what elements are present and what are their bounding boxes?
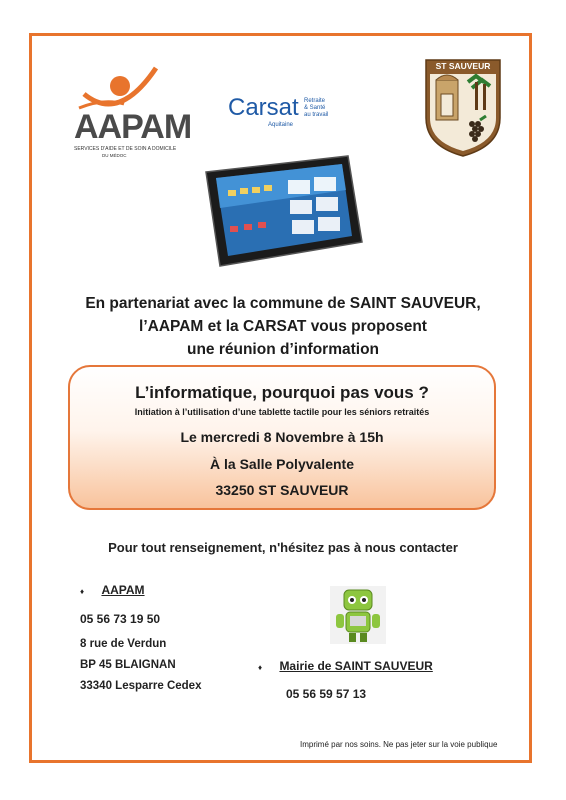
carsat-logo-side: Retraite & Santé au travail [304, 98, 329, 118]
mairie-phone: 05 56 59 57 13 [286, 687, 367, 701]
partnership-text [60, 292, 506, 361]
event-date: Le mercredi 8 Novembre à 15h [180, 429, 384, 445]
event-venue: À la Salle Polyvalente [210, 456, 354, 472]
event-city: 33250 ST SAUVEUR [215, 482, 349, 498]
aapam-contact-heading [80, 583, 145, 597]
aapam-address-line-1: 8 rue de Verdun [80, 638, 167, 650]
aapam-logo-tagline: SERVICES D'AIDE ET DE SOIN A DOMICILE [74, 146, 177, 152]
carsat-logo [228, 94, 338, 132]
carsat-logo-region: Aquitaine [268, 122, 294, 128]
partnership-line-2: l’AAPAM et la CARSAT vous proposent [139, 318, 427, 335]
partnership-line-1: En partenariat avec la commune de SAINT SAUVEUR, [85, 295, 481, 312]
mairie-contact-name: Mairie de SAINT SAUVEUR [279, 659, 433, 673]
aapam-logo-tagline2: DU MÉDOC [102, 153, 127, 158]
aapam-address-line-3: 33340 Lesparre Cedex [80, 680, 202, 692]
bullet-icon: ♦ [258, 663, 263, 672]
event-box [68, 365, 496, 510]
tablet-image [198, 150, 366, 270]
aapam-contact-name: AAPAM [101, 583, 145, 597]
aapam-address-line-2: BP 45 BLAIGNAN [80, 659, 176, 671]
shield-text: ST SAUVEUR [435, 61, 491, 71]
mairie-contact-heading [258, 659, 433, 673]
aapam-phone: 05 56 73 19 50 [80, 612, 161, 626]
event-subtitle: Initiation à l’utilisation d’une tablette tactile pour les séniors retraités [134, 407, 430, 417]
carsat-logo-text: Carsat [228, 94, 299, 121]
footnote: Imprimé par nos soins. Ne pas jeter sur la voie publique [300, 740, 498, 749]
bullet-icon: ♦ [80, 587, 85, 596]
robot-mascot-icon [330, 586, 386, 644]
partnership-line-3: une réunion d’information [186, 341, 380, 358]
aapam-logo-text: AAPAM [74, 108, 192, 146]
st-sauveur-shield-icon [424, 58, 502, 158]
event-title: L’informatique, pourquoi pas vous ? [135, 383, 429, 402]
aapam-logo [64, 48, 192, 163]
contact-intro: Pour tout renseignement, n'hésitez pas à nous contacter [108, 540, 458, 555]
